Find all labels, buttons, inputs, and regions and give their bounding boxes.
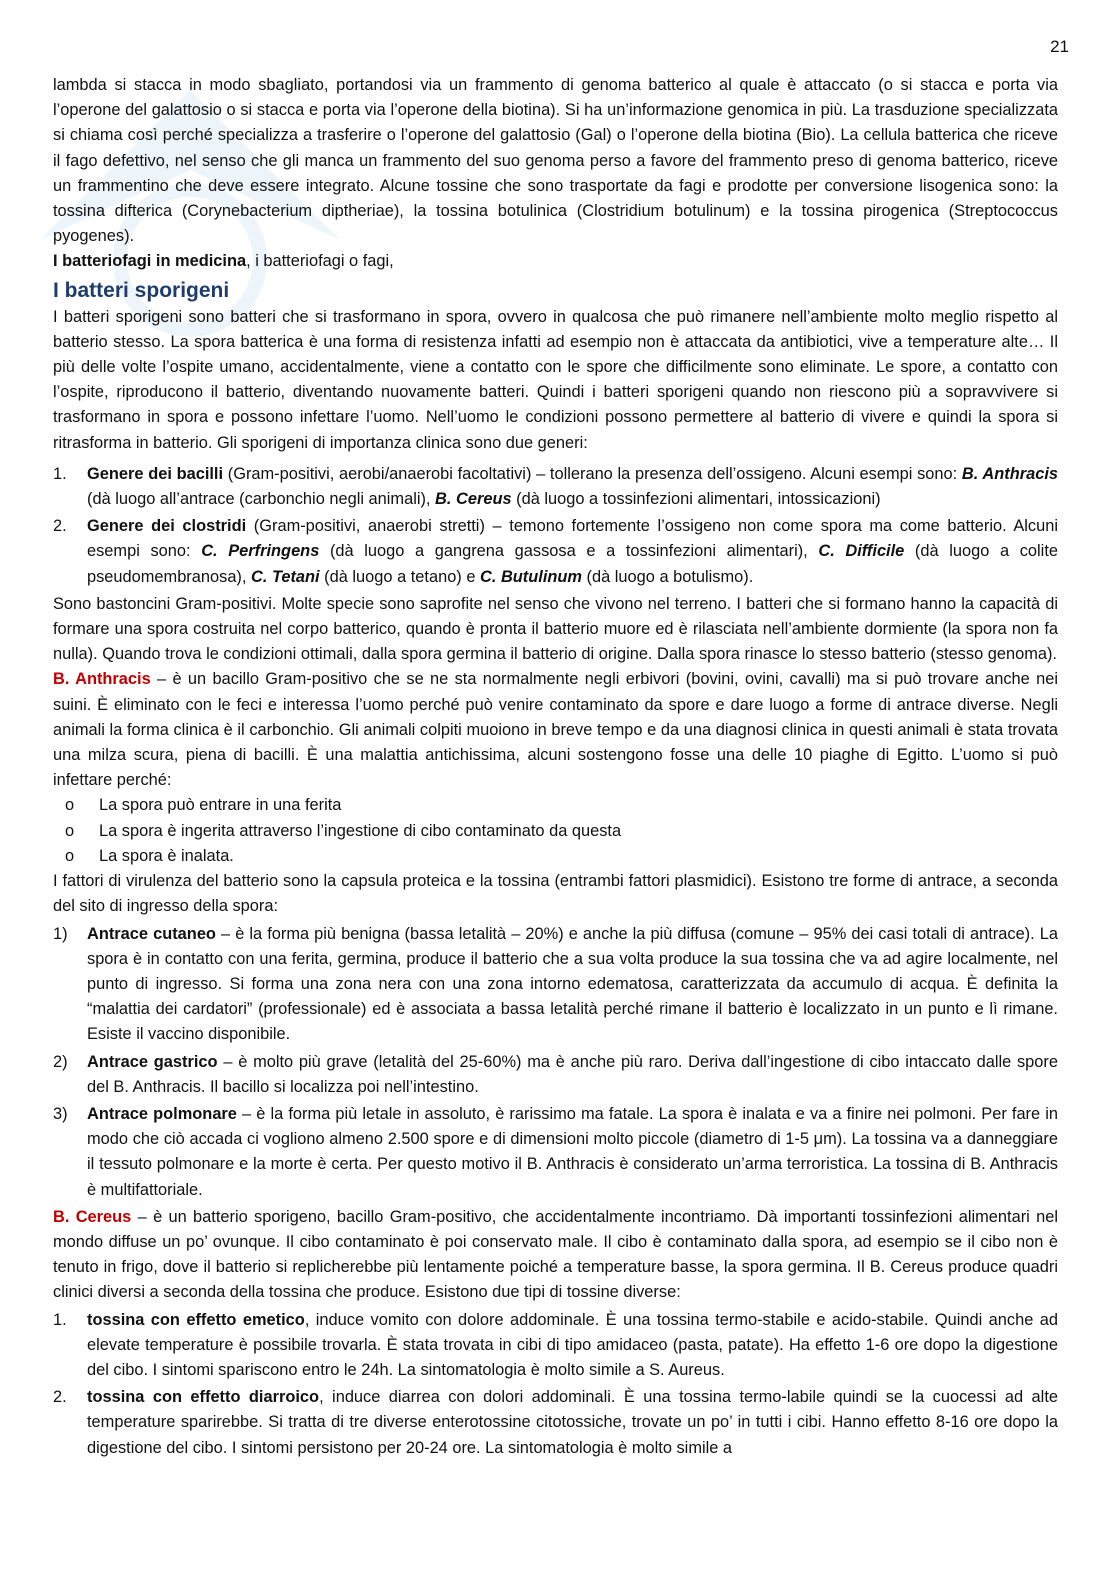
species-name: C. Butulinum (480, 567, 582, 586)
genus-text: (dà luogo a tossinfezioni alimentari, intossicazioni) (511, 490, 881, 509)
paragraph-bastoncini: Sono bastoncini Gram-positivi. Molte specie sono saprofite nel senso che vivono nel terreno. I batteri che si formano hanno la capacità di formare una spora costruita nel corpo batterico, quando è pronta il batterio muore ed è rilasciata nell’ambiente dormiente (la spora non fa nulla). Quando trova le condizioni ottimali, dalla spora germina il batterio di origine. Dalla spora rinasce lo stesso batterio (stesso genoma). (53, 594, 1058, 664)
list-number: 2. (53, 517, 67, 536)
species-name: C. Difficile (818, 542, 905, 561)
list-number: 1. (53, 1310, 67, 1329)
genera-list (53, 462, 1058, 590)
genus-text: (dà luogo a gangrena gassosa e a tossinfezioni alimentari), (319, 542, 819, 561)
anthrax-forms-list (53, 922, 1058, 1203)
toxin-title: tossina con effetto diarroico (87, 1388, 320, 1407)
list-item-bacilli (53, 462, 1058, 512)
paragraph-batteriofagi (53, 249, 1058, 274)
bullet-icon: o (65, 796, 75, 815)
species-name: B. Anthracis (961, 464, 1058, 483)
list-number: 2. (53, 1388, 67, 1407)
anthracis-title: B. Anthracis (53, 670, 151, 689)
species-name: C. Perfringens (201, 542, 320, 561)
route-text: La spora può entrare in una ferita (99, 796, 342, 815)
genus-text: (dà luogo a botulismo). (581, 567, 754, 586)
form-title: Antrace cutaneo (87, 924, 216, 943)
paragraph-virulenza: I fattori di virulenza del batterio sono la capsula proteica e la tossina (entrambi fattori plasmidici). Esistono tre forme di antrace, a seconda del sito di ingresso della spora: (53, 872, 1058, 916)
genus-text: (dà luogo a colite pseudomembranosa), (87, 542, 1058, 586)
list-item-clostridi (53, 514, 1058, 590)
bullet-icon: o (65, 821, 75, 840)
list-item-cutaneo (53, 922, 1058, 1048)
form-text: – è molto più grave (letalità del 25-60%) ma è anche più raro. Deriva dall’ingestione di cibo intaccato dalle spore del B. Anthracis. Il bacillo si localizza poi nell’intestino. (87, 1052, 1058, 1096)
genus-text: (Gram-positivi, aerobi/anaerobi facoltativi) – tollerano la presenza dell’ossigeno. Alcuni esempi sono: (223, 464, 962, 483)
bullet-icon: o (65, 846, 75, 865)
list-item (53, 844, 1058, 869)
genus-title: Genere dei bacilli (87, 464, 224, 483)
list-number: 3) (53, 1104, 68, 1123)
toxin-title: tossina con effetto emetico (87, 1310, 305, 1329)
toxin-text: , induce vomito con dolore addominale. È una tossina termo-stabile e acido-stabile. Quindi anche ad elevate temperature è possibile trovarla. È stata trovata in cibi di tipo amidaceo (pasta, patate). Ha effetto 1-6 ore dopo la digestione del cibo. I sintomi spariscono entro le 24h. La sintomatologia è molto simile a S. Aureus. (87, 1310, 1058, 1379)
species-name: C. Tetani (251, 567, 320, 586)
anthracis-text: – è un bacillo Gram-positivo che se ne sta normalmente negli erbivori (bovini, ovini, cavalli) ma si può trovare anche nei suini. È eliminato con le feci e interessa l’uomo perché può venire contaminato da spore e dare luogo a forme di antrace diverse. Negli animali la forma clinica è il carbonchio. Gli animali colpiti muoiono in breve tempo e da una diagnosi clinica in questi animali è stata trovata una milza scura, piena di bacilli. È una malattia antichissima, alcuni sostengono fosse una delle 10 piaghe di Egitto. L’uomo si può infettare perché: (53, 670, 1058, 790)
genus-text: (Gram-positivi, anaerobi stretti) – temono fortemente l’ossigeno non come spora ma come batterio. Alcuni esempi sono: (87, 517, 1058, 561)
route-text: La spora è inalata. (99, 846, 234, 865)
section-heading: I batteri sporigeni (53, 278, 230, 302)
list-number: 2) (53, 1052, 68, 1071)
paragraph-intro: lambda si stacca in modo sbagliato, portandosi via un frammento di genoma batterico al quale è attaccato (o si stacca e porta via l’operone del galattosio o si stacca e porta via l’operone della biotina). Si ha un’informazione genomica in più. La trasduzione specializzata si chiama così perché specializza a trasferire o l’operone del galattosio (Gal) o l’operone della biotina (Bio). La cellula batterica che riceve il fago defettivo, nel senso che gli manca un frammento del suo genoma perso a favore del frammento preso di genoma batterico, riceve un frammentino che deve essere integrato. Alcune tossine che sono trasportate da fagi e prodotte per conversione lisogenica sono: la tossina difterica (Corynebacterium diptheriae), la tossina botulinica (Clostridium botulinum) e la tossina pirogenica (Streptococcus pyogenes). (53, 76, 1058, 246)
list-item-gastrico (53, 1050, 1058, 1100)
page-number: 21 (1050, 37, 1069, 56)
list-item (53, 793, 1058, 818)
form-title: Antrace gastrico (87, 1052, 218, 1071)
paragraph-sporigeni: I batteri sporigeni sono batteri che si trasformano in spora, ovvero in qualcosa che può rimanere nell’ambiente molto meglio rispetto al batterio stesso. La spora batterica è una forma di resistenza infatti ad esempio non è attaccata da antibiotici, vive a temperature alte… Il più delle volte l’ospite umano, accidentalmente, viene a contatto con le spore che difficilmente sono eliminate. Le spore, a contatto con l’ospite, riproducono il batterio, diventando nuovamente batteri. Quindi i batteri sporigeni quando non riescono più a sopravvivere si trasformano in spora e possono infettare l’uomo. Nell’uomo le condizioni possono permettere al batterio di vivere e quindi la spora si ritrasforma in batterio. Gli sporigeni di importanza clinica sono due generi: (53, 307, 1058, 452)
paragraph-cereus (53, 1205, 1058, 1306)
list-item-diarroico (53, 1385, 1058, 1461)
cereus-title: B. Cereus (53, 1207, 132, 1226)
list-item (53, 819, 1058, 844)
toxins-list (53, 1308, 1058, 1461)
infection-routes-list (53, 793, 1058, 869)
genus-text: (dà luogo all’antrace (carbonchio negli animali), (87, 490, 436, 509)
list-item-emetico (53, 1308, 1058, 1384)
form-text: – è la forma più letale in assoluto, è rarissimo ma fatale. La spora è inalata e va a finire nei polmoni. Per fare in modo che ciò accada ci vogliono almeno 2.500 spore e di dimensioni molto piccole (diametro di 1-5 μm). La tossina va a danneggiare il tessuto polmonare e la morte è certa. Per questo motivo il B. Anthracis è considerato un’arma terroristica. La tossina di B. Anthracis è multifattoriale. (87, 1104, 1058, 1199)
batteriofagi-label: I batteriofagi in medicina (53, 252, 247, 271)
list-item-polmonare (53, 1102, 1058, 1203)
toxin-text: , induce diarrea con dolori addominali. È una tossina termo-labile quindi se la cuocessi ad alte temperature sparirebbe. Si tratta di tre diverse enterotossine citotossiche, trovate un po’ in tutti i cibi. Hanno effetto 8-16 ore dopo la digestione del cibo. I sintomi persistono per 20-24 ore. La sintomatologia è molto simile a (87, 1388, 1058, 1457)
species-name: B. Cereus (435, 490, 512, 509)
route-text: La spora è ingerita attraverso l’ingestione di cibo contaminato da questa (99, 821, 622, 840)
form-text: – è la forma più benigna (bassa letalità – 20%) e anche la più diffusa (comune – 95% dei casi totali di antrace). La spora è in contatto con una ferita, germina, produce il batterio che a sua volta produce la sua tossina che va ad agire localmente, nel punto di ingresso. Si forma una zona nera con una zona intorno edematosa, caratterizzata da accumulo di acqua. È definita la “malattia dei cardatori” (professionale) ed è associata a bassa letalità perché rimane il batterio è localizzato in un punto e lì rimane. Esiste il vaccino disponibile. (87, 924, 1058, 1044)
list-number: 1) (53, 924, 68, 943)
batteriofagi-text: , i batteriofagi o fagi, (246, 252, 394, 271)
list-number: 1. (53, 464, 67, 483)
genus-text: (dà luogo a tetano) e (319, 567, 480, 586)
page-content (53, 73, 1058, 1463)
cereus-text: – è un batterio sporigeno, bacillo Gram-positivo, che accidentalmente incontriamo. Dà importanti tossinfezioni alimentari nel mondo diffuse un po’ ovunque. Il cibo contaminato è poi conservato male. Il cibo è contaminato dalla spora, ad esempio se il cibo non è tenuto in frigo, dove il batterio si replicherebbe più lentamente poiché a temperature basse, la spora germina. Il B. Cereus produce quadri clinici diversi a seconda della tossina che produce. Esistono due tipi di tossine diverse: (53, 1207, 1058, 1302)
form-title: Antrace polmonare (87, 1104, 237, 1123)
paragraph-anthracis (53, 667, 1058, 793)
genus-title: Genere dei clostridi (87, 517, 247, 536)
